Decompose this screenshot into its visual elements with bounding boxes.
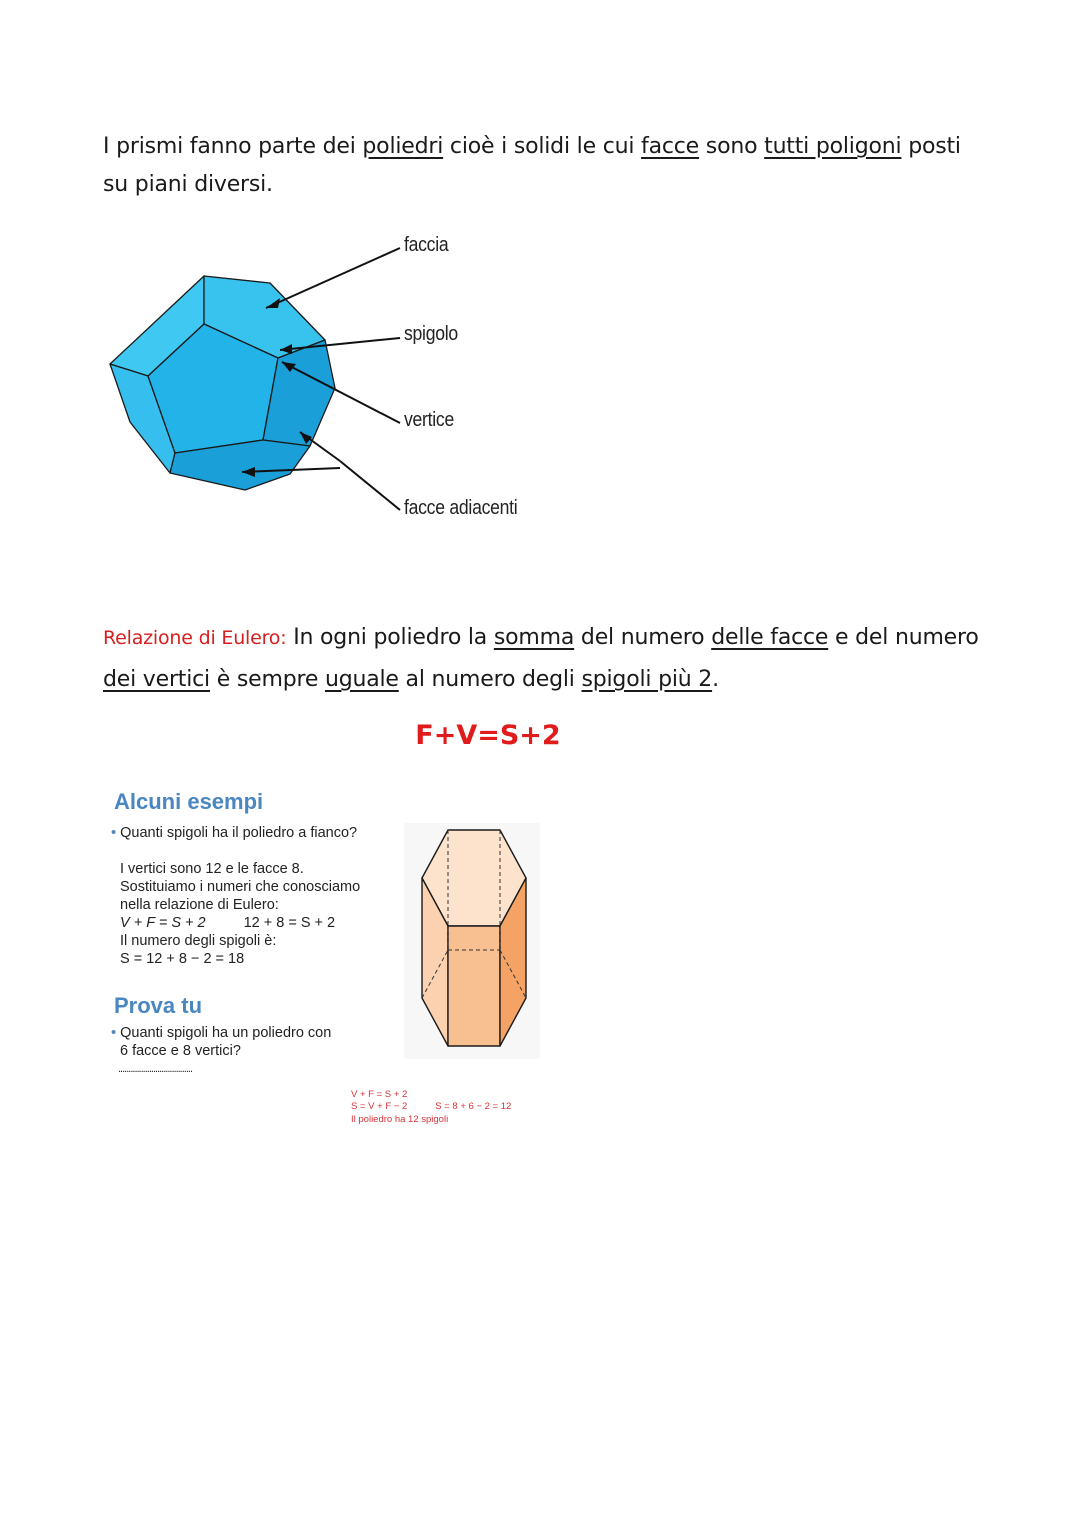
euler-text: del numero xyxy=(574,625,712,650)
solution-line: I vertici sono 12 e le facce 8. xyxy=(120,861,304,877)
euler-formula: F+V=S+2 xyxy=(415,720,561,751)
try-title: Prova tu xyxy=(114,993,203,1018)
answer-formula: S = V + F − 2 xyxy=(351,1101,408,1112)
intro-text: I prismi fanno parte dei xyxy=(103,134,363,159)
intro-underline-facce: facce xyxy=(641,134,700,159)
solution-result: S = 12 + 8 − 2 = 18 xyxy=(120,951,245,967)
euler-label: Relazione di Eulero: xyxy=(103,627,287,649)
answer-line3: Il poliedro ha 12 spigoli xyxy=(351,1114,449,1125)
euler-underline-facce: delle facce xyxy=(711,625,829,650)
euler-text: al numero degli xyxy=(398,667,582,692)
intro-paragraph xyxy=(103,128,983,204)
intro-underline-poligoni: tutti poligoni xyxy=(764,134,902,159)
arrow-adjacent-line xyxy=(340,461,400,510)
answer-computation: S = 8 + 6 − 2 = 12 xyxy=(435,1101,512,1112)
solution-formula: V + F = S + 2 xyxy=(120,915,206,931)
label-adjacent-faces: facce adiacenti xyxy=(404,497,518,519)
intro-underline-poliedri: poliedri xyxy=(362,134,444,159)
intro-text: posti su piani diversi. xyxy=(103,134,961,197)
euler-text: In ogni poliedro la xyxy=(286,625,494,650)
examples-solution xyxy=(120,860,360,968)
solution-line: Il numero degli spigoli è: xyxy=(120,933,277,949)
solution-line: nella relazione di Eulero: xyxy=(120,897,279,913)
solution-substitution: 12 + 8 = S + 2 xyxy=(243,915,336,931)
label-vertex: vertice xyxy=(404,409,454,431)
try-question-line1: Quanti spigoli ha un poliedro con xyxy=(120,1025,332,1041)
try-question-line2: 6 facce e 8 vertici? xyxy=(120,1043,241,1059)
euler-underline-vertici: dei vertici xyxy=(103,667,210,692)
intro-text: cioè i solidi le cui xyxy=(443,134,642,159)
solution-line: Sostituiamo i numeri che conosciamo xyxy=(120,879,361,895)
try-question xyxy=(111,1024,331,1042)
euler-underline-uguale: uguale xyxy=(324,667,399,692)
examples-title: Alcuni esempi xyxy=(114,789,264,814)
label-edge: spigolo xyxy=(404,323,458,345)
euler-paragraph xyxy=(103,617,1003,700)
euler-text: e del numero xyxy=(828,625,979,650)
examples-question-text: Quanti spigoli ha il poliedro a fianco? xyxy=(120,825,358,841)
intro-text: sono xyxy=(699,134,765,159)
euler-text: è sempre xyxy=(209,667,325,692)
answer-blank: .................................... xyxy=(118,1063,193,1075)
bullet-icon: • xyxy=(111,825,117,841)
prism-front-face xyxy=(448,926,500,1046)
euler-underline-spigoli: spigoli più 2 xyxy=(581,667,713,692)
bullet-icon: • xyxy=(111,1025,117,1041)
answer-line2 xyxy=(351,1101,511,1113)
arrow-face-line xyxy=(266,248,400,308)
label-face: faccia xyxy=(404,234,449,256)
answer-line1: V + F = S + 2 xyxy=(351,1089,408,1100)
solution-line-formula xyxy=(120,914,360,932)
euler-text: . xyxy=(712,667,719,692)
euler-underline-somma: somma xyxy=(493,625,575,650)
examples-question xyxy=(111,824,357,842)
dodecahedron-diagram xyxy=(100,228,560,528)
hexagonal-prism-image xyxy=(404,823,540,1059)
